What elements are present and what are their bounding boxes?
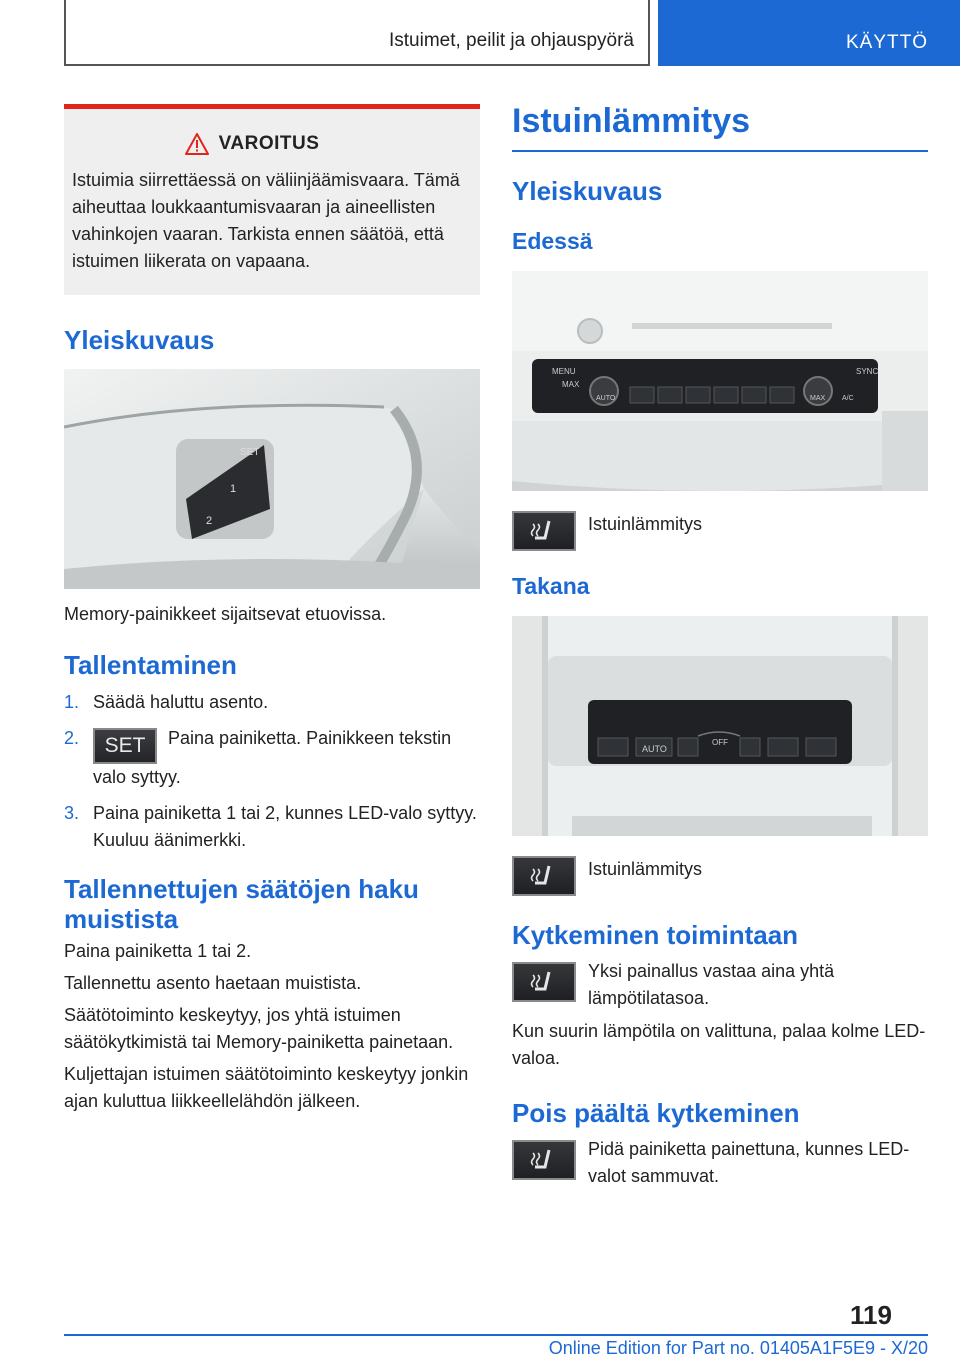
section-tab <box>658 0 960 66</box>
section-title: KÄYTTÖ <box>845 32 928 53</box>
seat-heating-icon <box>512 856 576 896</box>
memory-label-1: 1 <box>230 483 237 495</box>
front-seat-heating-label: Istuinlämmitys <box>588 514 703 534</box>
switch-off-icon-text: Pidä painiketta painettuna, kunnes LED-valot sammuvat. <box>588 1139 910 1186</box>
warning-triangle-icon <box>185 133 209 155</box>
switch-on-heading: Kytkeminen toimintaan <box>512 920 799 950</box>
right-column <box>512 100 928 1190</box>
front-panel-menu-label: MENU <box>552 367 576 376</box>
step-item <box>64 725 480 791</box>
seat-heating-icon <box>512 1140 576 1180</box>
switch-on-text: Kun suurin lämpötila on valittuna, palaa kolme LED-valoa. <box>512 1021 926 1068</box>
warning-text: Istuimia siirrettäessä on väliinjäämisvaara. Tämä aiheuttaa loukkaantumisvaaran ja aineellisten vahinkojen vaaran. Tarkista ennen säätöä, että istuimen liikerata on vapaana. <box>72 170 460 271</box>
overview-heading-right: Yleiskuvaus <box>512 176 663 206</box>
left-column <box>64 104 480 1115</box>
rear-seat-heating-row <box>512 856 928 896</box>
door-panel-illustration <box>64 369 480 589</box>
rear-seat-heating-label: Istuinlämmitys <box>588 859 703 879</box>
step-number: 3. <box>64 803 80 823</box>
save-heading: Tallentaminen <box>64 650 237 680</box>
main-title: Istuinlämmitys <box>512 100 928 152</box>
save-steps <box>64 689 480 854</box>
chapter-title: Istuimet, peilit ja ohjauspyörä <box>388 30 634 51</box>
seat-heating-icon <box>512 962 576 1002</box>
step-text: Säädä haluttu asento. <box>93 692 269 712</box>
warning-title: VAROITUS <box>218 133 320 154</box>
rear-panel-illustration <box>512 616 928 836</box>
front-climate-panel-photo <box>512 271 928 491</box>
step-number: 1. <box>64 692 80 712</box>
memory-label-2: 2 <box>206 515 213 527</box>
step-text: Paina painiketta 1 tai 2, kunnes LED-valo syttyy. Kuuluu äänimerkki. <box>93 803 477 850</box>
warning-box <box>64 104 480 295</box>
edition-link[interactable]: Online Edition for Part no. 01405A1F5E9 - X/20 <box>548 1338 928 1358</box>
switch-on-row <box>512 958 928 1012</box>
footer-divider <box>64 1334 928 1336</box>
recall-heading: Tallennettujen säätöjen haku muistista <box>64 874 419 934</box>
rear-climate-panel-photo <box>512 616 928 836</box>
front-panel-sync-label: SYNC <box>856 367 879 376</box>
step-text: Paina painiketta. Painikkeen tekstin valo syttyy. <box>93 728 452 787</box>
front-panel-max-label: MAX <box>562 380 580 389</box>
step-number: 2. <box>64 728 80 748</box>
seat-heating-icon <box>512 511 576 551</box>
rear-panel-auto-label: AUTO <box>642 744 667 754</box>
step-item <box>64 689 480 716</box>
rear-panel-off-label: OFF <box>712 738 728 747</box>
recall-paragraph: Tallennettu asento haetaan muistista. <box>64 973 362 993</box>
recall-paragraph: Kuljettajan istuimen säätötoiminto keskeytyy jonkin ajan kuluttua liikkeellelähdön jälkeen. <box>64 1064 469 1111</box>
switch-off-row <box>512 1136 928 1190</box>
recall-paragraph: Paina painiketta 1 tai 2. <box>64 941 252 961</box>
warning-header <box>32 133 472 155</box>
front-panel-ac-label: A/C <box>842 395 854 402</box>
page-number: 119 <box>850 1300 892 1330</box>
rear-heading: Takana <box>512 573 590 599</box>
set-button-icon: SET <box>93 728 157 764</box>
front-heading: Edessä <box>512 228 593 254</box>
recall-paragraph: Säätötoiminto keskeytyy, jos yhtä istuimen säätökytkimistä tai Memory-painiketta painetaan. <box>64 1005 454 1052</box>
step-item <box>64 800 480 854</box>
switch-off-heading: Pois päältä kytkeminen <box>512 1098 800 1128</box>
memory-buttons-photo <box>64 369 480 589</box>
front-panel-auto-label: AUTO <box>596 395 616 402</box>
memory-label-set: SET <box>240 447 260 458</box>
chapter-tab <box>64 0 650 66</box>
memory-caption: Memory-painikkeet sijaitsevat etuovissa. <box>64 604 387 624</box>
front-panel-max2-label: MAX <box>810 395 826 402</box>
switch-on-icon-text: Yksi painallus vastaa aina yhtä lämpötilatasoa. <box>588 961 835 1008</box>
front-seat-heating-row <box>512 511 928 551</box>
overview-heading: Yleiskuvaus <box>64 325 215 355</box>
